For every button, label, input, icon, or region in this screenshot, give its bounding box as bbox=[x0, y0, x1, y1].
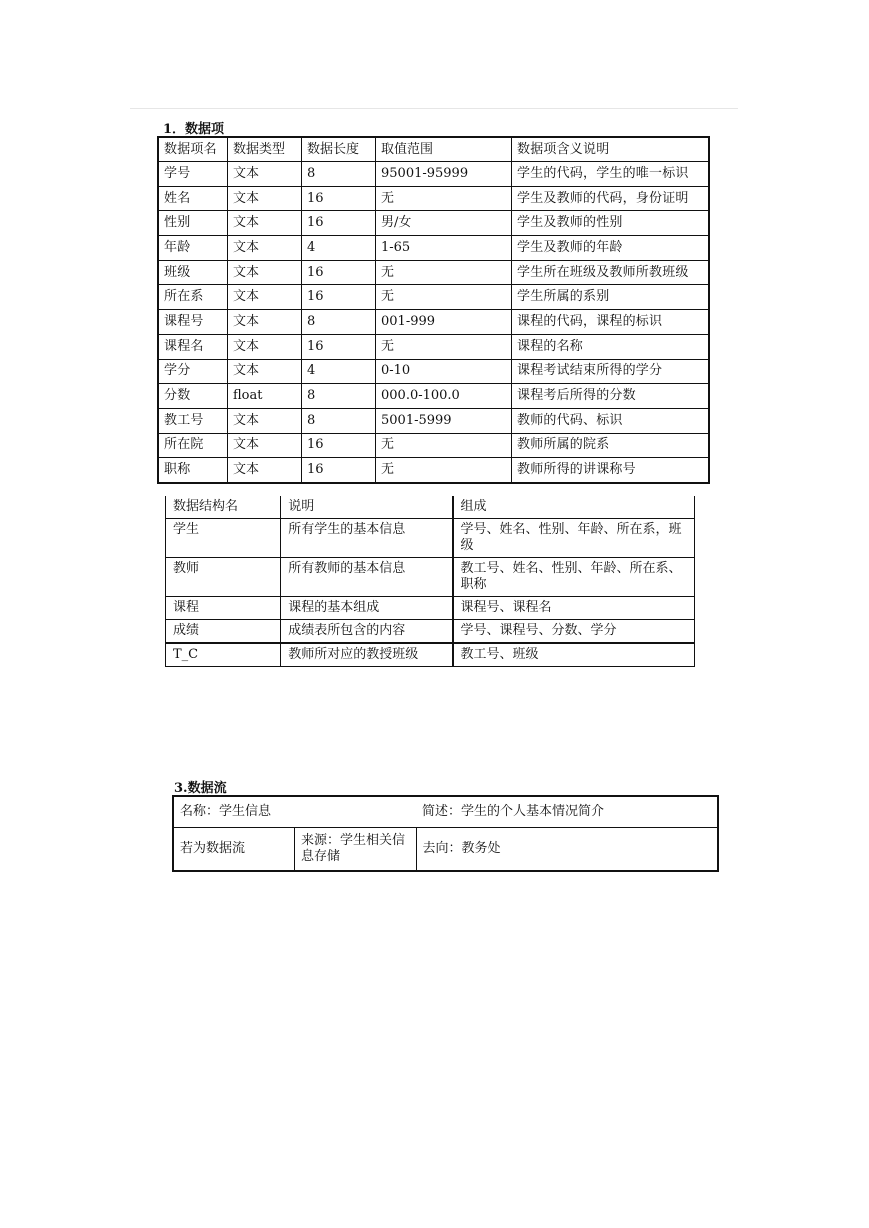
table-cell: 无 bbox=[376, 433, 512, 458]
table-cell: 16 bbox=[302, 334, 376, 359]
table-cell: 班级 bbox=[158, 260, 228, 285]
table-row bbox=[158, 408, 709, 433]
table-cell: 95001-95999 bbox=[376, 162, 512, 187]
table-cell: float bbox=[228, 384, 302, 409]
data-items-body bbox=[158, 162, 709, 483]
header-cell: 说明 bbox=[281, 496, 453, 519]
header-cell: 数据类型 bbox=[228, 137, 302, 162]
table-cell: 教师所得的讲课称号 bbox=[512, 458, 710, 483]
table-cell: 无 bbox=[376, 186, 512, 211]
table-cell: 教师所对应的教授班级 bbox=[281, 643, 453, 667]
table-cell: 文本 bbox=[228, 236, 302, 261]
table-cell: 文本 bbox=[228, 408, 302, 433]
header-cell: 组成 bbox=[453, 496, 695, 519]
table-row bbox=[158, 458, 709, 483]
table-cell: 学号、姓名、性别、年龄、所在系，班级 bbox=[453, 519, 695, 558]
table-cell: 教工号 bbox=[158, 408, 228, 433]
table-row bbox=[166, 558, 695, 597]
table-cell: 5001-5999 bbox=[376, 408, 512, 433]
table-cell: 所有学生的基本信息 bbox=[281, 519, 453, 558]
section-title-data-flow: 3.数据流 bbox=[174, 781, 227, 796]
table-cell: 无 bbox=[376, 260, 512, 285]
table-row bbox=[158, 433, 709, 458]
data-structures-body bbox=[166, 519, 695, 667]
table-cell: 学生及教师的年龄 bbox=[512, 236, 710, 261]
table-cell: 课程名 bbox=[158, 334, 228, 359]
table-cell: 所有教师的基本信息 bbox=[281, 558, 453, 597]
table-row bbox=[158, 334, 709, 359]
table-row bbox=[158, 310, 709, 335]
table-cell: 姓名 bbox=[158, 186, 228, 211]
table-cell: 性别 bbox=[158, 211, 228, 236]
table-cell: 16 bbox=[302, 260, 376, 285]
flow-if-label: 若为数据流 bbox=[173, 828, 295, 872]
table-cell: 职称 bbox=[158, 458, 228, 483]
header-cell: 数据项名 bbox=[158, 137, 228, 162]
table-cell: 课程号 bbox=[158, 310, 228, 335]
table-cell: 8 bbox=[302, 162, 376, 187]
table-cell: 文本 bbox=[228, 310, 302, 335]
table-cell: 无 bbox=[376, 334, 512, 359]
table-row bbox=[166, 519, 695, 558]
table-row bbox=[158, 162, 709, 187]
table-row bbox=[166, 620, 695, 644]
data-items-table bbox=[157, 136, 710, 484]
table-row bbox=[158, 285, 709, 310]
table-cell: 16 bbox=[302, 458, 376, 483]
table-header-row bbox=[158, 137, 709, 162]
table-row bbox=[158, 384, 709, 409]
table-cell: 课程的名称 bbox=[512, 334, 710, 359]
table-cell: 教工号、姓名、性别、年龄、所在系、职称 bbox=[453, 558, 695, 597]
table-cell: 无 bbox=[376, 458, 512, 483]
flow-source: 来源：学生相关信息存储 bbox=[295, 828, 417, 872]
table-cell: 16 bbox=[302, 285, 376, 310]
table-cell: 学生 bbox=[166, 519, 281, 558]
table-cell: 所在系 bbox=[158, 285, 228, 310]
table-cell: 课程考试结束所得的学分 bbox=[512, 359, 710, 384]
table-cell: 成绩表所包含的内容 bbox=[281, 620, 453, 644]
table-row bbox=[166, 597, 695, 620]
table-cell: 教工号、班级 bbox=[453, 643, 695, 667]
table-row bbox=[173, 828, 718, 872]
table-cell: 学生及教师的性别 bbox=[512, 211, 710, 236]
table-cell: 0-10 bbox=[376, 359, 512, 384]
table-cell: 教师所属的院系 bbox=[512, 433, 710, 458]
data-flow-table bbox=[172, 795, 719, 872]
table-cell: 课程的基本组成 bbox=[281, 597, 453, 620]
table-row bbox=[158, 211, 709, 236]
table-cell: 文本 bbox=[228, 186, 302, 211]
flow-destination: 去向：教务处 bbox=[416, 828, 718, 872]
section-title-data-items: 1．数据项 bbox=[163, 122, 225, 137]
table-cell: T_C bbox=[166, 643, 281, 667]
table-cell: 文本 bbox=[228, 359, 302, 384]
table-cell: 无 bbox=[376, 285, 512, 310]
table-cell: 4 bbox=[302, 236, 376, 261]
table-cell: 1-65 bbox=[376, 236, 512, 261]
table-cell: 课程号、课程名 bbox=[453, 597, 695, 620]
table-row bbox=[158, 260, 709, 285]
table-cell: 001-999 bbox=[376, 310, 512, 335]
table-cell: 文本 bbox=[228, 334, 302, 359]
table-cell: 学生的代码，学生的唯一标识 bbox=[512, 162, 710, 187]
header-cell: 取值范围 bbox=[376, 137, 512, 162]
table-cell: 所在院 bbox=[158, 433, 228, 458]
table-cell: 文本 bbox=[228, 285, 302, 310]
table-cell: 000.0-100.0 bbox=[376, 384, 512, 409]
flow-description: 简述：学生的个人基本情况简介 bbox=[416, 796, 718, 828]
table-cell: 课程的代码，课程的标识 bbox=[512, 310, 710, 335]
header-cell: 数据结构名 bbox=[166, 496, 281, 519]
header-cell: 数据长度 bbox=[302, 137, 376, 162]
table-row bbox=[166, 643, 695, 667]
table-cell: 教师的代码、标识 bbox=[512, 408, 710, 433]
table-cell: 文本 bbox=[228, 433, 302, 458]
table-cell: 课程考后所得的分数 bbox=[512, 384, 710, 409]
table-cell: 文本 bbox=[228, 211, 302, 236]
table-cell: 学生及教师的代码，身份证明 bbox=[512, 186, 710, 211]
table-cell: 男/女 bbox=[376, 211, 512, 236]
top-rule bbox=[130, 108, 738, 109]
table-cell: 成绩 bbox=[166, 620, 281, 644]
table-cell: 学生所属的系别 bbox=[512, 285, 710, 310]
table-cell: 学分 bbox=[158, 359, 228, 384]
table-cell: 课程 bbox=[166, 597, 281, 620]
table-cell: 16 bbox=[302, 186, 376, 211]
table-row bbox=[173, 796, 718, 828]
table-cell: 学生所在班级及教师所教班级 bbox=[512, 260, 710, 285]
flow-name: 名称：学生信息 bbox=[173, 796, 416, 828]
table-row bbox=[158, 236, 709, 261]
table-cell: 年龄 bbox=[158, 236, 228, 261]
table-cell: 学号、课程号、分数、学分 bbox=[453, 620, 695, 644]
table-cell: 学号 bbox=[158, 162, 228, 187]
table-row bbox=[158, 359, 709, 384]
table-header-row bbox=[166, 496, 695, 519]
table-cell: 文本 bbox=[228, 162, 302, 187]
table-row bbox=[158, 186, 709, 211]
table-cell: 16 bbox=[302, 211, 376, 236]
table-cell: 16 bbox=[302, 433, 376, 458]
table-cell: 8 bbox=[302, 384, 376, 409]
table-cell: 文本 bbox=[228, 458, 302, 483]
table-cell: 教师 bbox=[166, 558, 281, 597]
table-cell: 4 bbox=[302, 359, 376, 384]
table-cell: 文本 bbox=[228, 260, 302, 285]
data-structures-table bbox=[165, 496, 695, 667]
table-cell: 分数 bbox=[158, 384, 228, 409]
table-cell: 8 bbox=[302, 310, 376, 335]
header-cell: 数据项含义说明 bbox=[512, 137, 710, 162]
table-cell: 8 bbox=[302, 408, 376, 433]
